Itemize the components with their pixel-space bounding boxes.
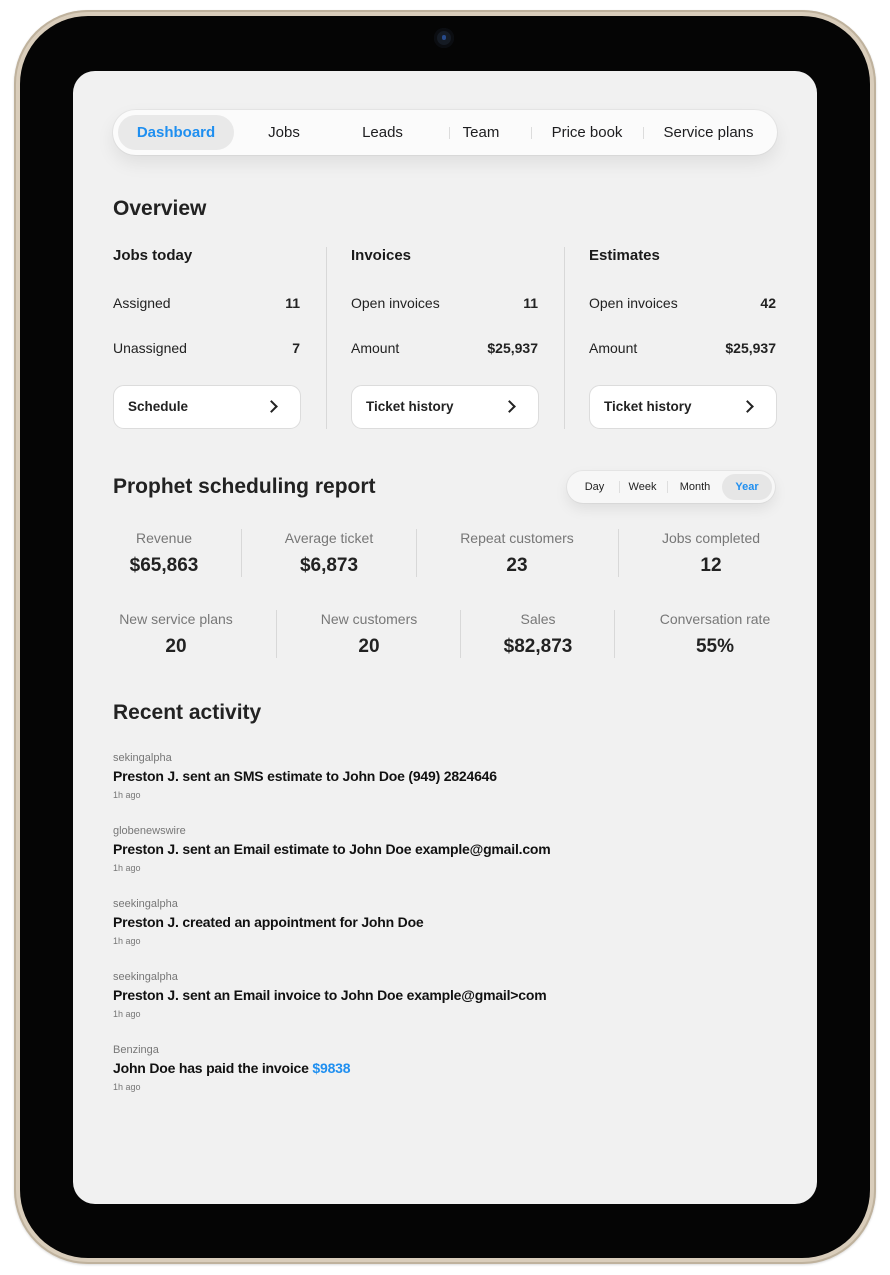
- period-month[interactable]: Month: [679, 481, 711, 493]
- estimates-card: [589, 247, 777, 414]
- row-label: Open invoices: [589, 295, 678, 311]
- card-title: Jobs today: [113, 247, 193, 264]
- stat-repeat-customers: [437, 530, 597, 577]
- activity-message: Preston J. created an appointment for John Doe: [113, 914, 424, 930]
- row-value: $25,937: [725, 340, 776, 356]
- card-title: Estimates: [589, 247, 660, 264]
- period-switch: [567, 471, 775, 503]
- stat-label: Average ticket: [284, 530, 374, 546]
- stat-new-service-plans: [103, 611, 249, 658]
- stat-sales: [481, 611, 595, 658]
- stat-value: 23: [506, 555, 528, 576]
- activity-message: Preston J. sent an Email estimate to John Doe example@gmail.com: [113, 841, 551, 857]
- overview-row: [589, 340, 777, 356]
- card-title: Invoices: [351, 247, 412, 264]
- column-divider: [326, 247, 327, 429]
- row-label: Amount: [351, 340, 400, 356]
- stat-label: Revenue: [135, 530, 193, 546]
- activity-source: Benzinga: [113, 1044, 159, 1056]
- stat-jobs-completed: [639, 530, 783, 577]
- stat-value: $65,863: [129, 555, 199, 576]
- stat-conversation-rate: [635, 611, 795, 658]
- row-value: 11: [523, 295, 538, 311]
- activity-time: 1h ago: [113, 1082, 141, 1092]
- stat-value: 55%: [695, 636, 735, 657]
- activity-item[interactable]: [113, 898, 424, 946]
- tab-price-book[interactable]: Price book: [551, 124, 623, 141]
- stat-label: New service plans: [119, 611, 233, 627]
- ticket-history-button[interactable]: [589, 385, 777, 429]
- stat-label: Jobs completed: [661, 530, 761, 546]
- stat-label: Sales: [520, 611, 556, 627]
- overview-row: [351, 340, 539, 356]
- activity-title: Recent activity: [113, 701, 262, 724]
- stat-value: $82,873: [503, 636, 573, 657]
- jobs-today-card: [113, 247, 301, 414]
- button-label: Schedule: [128, 399, 189, 414]
- invoice-amount-link[interactable]: $9838: [312, 1060, 351, 1076]
- app-screen: [73, 71, 817, 1204]
- activity-message: Preston J. sent an Email invoice to John Doe example@gmail>com: [113, 987, 547, 1003]
- stat-divider: [241, 529, 242, 577]
- activity-message: [113, 1060, 350, 1076]
- period-year[interactable]: Year: [722, 474, 772, 500]
- tab-team[interactable]: Team: [462, 124, 500, 141]
- stat-divider: [416, 529, 417, 577]
- activity-message-text: John Doe has paid the invoice: [113, 1060, 309, 1076]
- stat-divider: [614, 610, 615, 658]
- overview-title: Overview: [113, 197, 207, 220]
- activity-item[interactable]: [113, 1044, 350, 1092]
- activity-item[interactable]: [113, 825, 551, 873]
- activity-source: globenewswire: [113, 825, 186, 837]
- chevron-right-icon: [741, 400, 754, 413]
- schedule-button[interactable]: [113, 385, 301, 429]
- stat-new-customers: [299, 611, 439, 658]
- row-value: 7: [292, 340, 300, 356]
- tab-dashboard[interactable]: Dashboard: [118, 115, 234, 150]
- period-week[interactable]: Week: [628, 481, 657, 493]
- column-divider: [564, 247, 565, 429]
- stat-average-ticket: [259, 530, 399, 577]
- stat-value: 20: [358, 636, 380, 657]
- camera-icon: [434, 28, 454, 48]
- stat-divider: [460, 610, 461, 658]
- tab-leads[interactable]: Leads: [362, 124, 403, 141]
- overview-row: [113, 295, 301, 311]
- row-label: Unassigned: [113, 340, 187, 356]
- activity-item[interactable]: [113, 752, 497, 800]
- activity-time: 1h ago: [113, 936, 141, 946]
- tab-service-plans[interactable]: Service plans: [663, 124, 754, 141]
- row-value: $25,937: [487, 340, 538, 356]
- button-label: Ticket history: [604, 399, 692, 414]
- stat-value: 12: [700, 555, 722, 576]
- invoices-card: [351, 247, 539, 414]
- activity-message: Preston J. sent an SMS estimate to John Doe (949) 2824646: [113, 768, 497, 784]
- chevron-right-icon: [265, 400, 278, 413]
- stat-revenue: [103, 530, 225, 577]
- stat-value: $6,873: [299, 555, 359, 576]
- activity-time: 1h ago: [113, 790, 141, 800]
- button-label: Ticket history: [366, 399, 454, 414]
- period-day[interactable]: Day: [584, 481, 605, 493]
- report-title: Prophet scheduling report: [113, 475, 376, 498]
- tab-jobs[interactable]: Jobs: [268, 124, 300, 141]
- activity-source: seekingalpha: [113, 971, 178, 983]
- row-label: Open invoices: [351, 295, 440, 311]
- ticket-history-button[interactable]: [351, 385, 539, 429]
- row-label: Assigned: [113, 295, 171, 311]
- overview-row: [113, 340, 301, 356]
- row-value: 11: [285, 295, 300, 311]
- stat-label: Repeat customers: [460, 530, 574, 546]
- row-value: 42: [760, 295, 776, 311]
- stat-label: New customers: [320, 611, 418, 627]
- row-label: Amount: [589, 340, 638, 356]
- activity-item[interactable]: [113, 971, 546, 1019]
- activity-time: 1h ago: [113, 863, 141, 873]
- overview-row: [589, 295, 777, 311]
- stat-divider: [276, 610, 277, 658]
- overview-row: [351, 295, 539, 311]
- activity-source: sekingalpha: [113, 752, 172, 764]
- activity-source: seekingalpha: [113, 898, 178, 910]
- chevron-right-icon: [503, 400, 516, 413]
- nav-tabs: [113, 110, 777, 155]
- stat-label: Conversation rate: [659, 611, 771, 627]
- activity-time: 1h ago: [113, 1009, 141, 1019]
- stat-value: 20: [165, 636, 187, 657]
- stat-divider: [618, 529, 619, 577]
